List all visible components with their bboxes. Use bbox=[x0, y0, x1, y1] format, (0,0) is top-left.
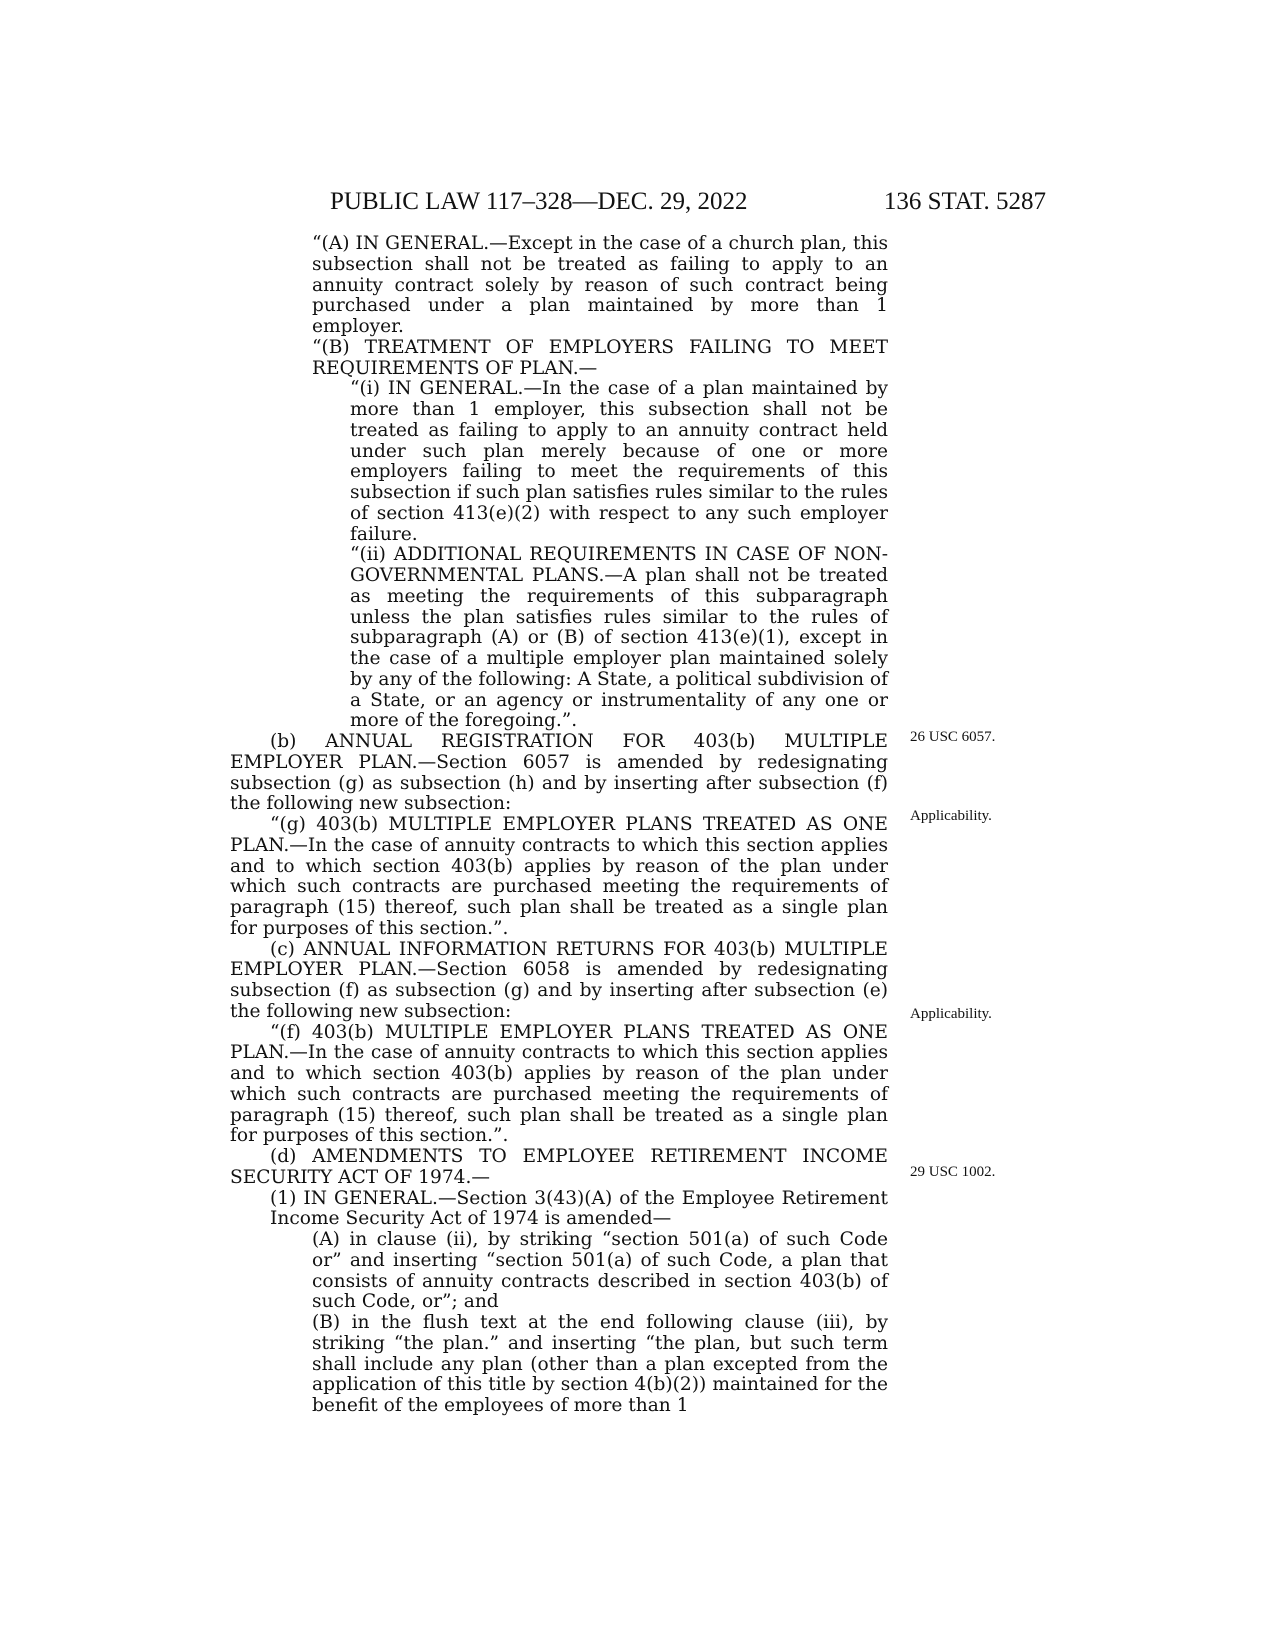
page-header bbox=[230, 182, 1046, 222]
paragraph-1-in-general: (1) IN GENERAL.—Section 3(43)(A) of the Employee Retirement Income Security Act of 1974 is amended— bbox=[270, 1187, 888, 1230]
clause-i-general: “(i) IN GENERAL.—In the case of a plan maintained by more than 1 employer, this subsection shall not be treated as failing to apply to an annuity contract held under such plan merely because of one or more employers failing to meet the requirements of this subsection if such plan satisfies rules similar to the rules of section 413(e)(2) with respect to any such employer failure. bbox=[350, 378, 888, 545]
subsection-f-multiple-employer: “(f) 403(b) MULTIPLE EMPLOYER PLANS TREATED AS ONE PLAN.—In the case of annuity contracts to which this section applies and to which section 403(b) applies by reason of the plan under which such contracts are purchased meeting the requirements of paragraph (15) thereof, such plan shall be treated as a single plan for purposes of this section.”. bbox=[230, 1021, 888, 1147]
margin-note-usc-6057: 26 USC 6057. bbox=[910, 729, 996, 745]
subsection-d-erisa-amendments: (d) AMENDMENTS TO EMPLOYEE RETIREMENT INCOME SECURITY ACT OF 1974.— bbox=[230, 1146, 888, 1188]
document-body bbox=[230, 234, 888, 1417]
clause-ii-nongovernmental: “(ii) ADDITIONAL REQUIREMENTS IN CASE OF NON-GOVERNMENTAL PLANS.—A plan shall not be treated as meeting the requirements of this subparagraph unless the plan satisfies rules similar to the rules of subparagraph (A) or (B) of section 413(e)(1), except in the case of a multiple employer plan maintained solely by any of the following: A State, a political subdivision of a State, or an agency or instrumentality of any one or more of the foregoing.”. bbox=[350, 544, 888, 732]
paragraph-1-subparagraph-b: (B) in the flush text at the end following clause (iii), by striking “the plan.” and inserting “the plan, but such term shall include any plan (other than a plan excepted from the application of this title by section 4(b)(2)) maintained for the benefit of the employees of more than 1 bbox=[312, 1312, 888, 1416]
subsection-b-annual-registration: (b) ANNUAL REGISTRATION FOR 403(b) MULTIPLE EMPLOYER PLAN.—Section 6057 is amended by redesignating subsection (g) as subsection (h) and by inserting after subsection (f) the following new subsection: bbox=[230, 731, 888, 815]
statute-page-number: 136 STAT. 5287 bbox=[883, 188, 1046, 215]
margin-note-applicability: Applicability. bbox=[910, 1006, 992, 1022]
subsection-c-annual-information: (c) ANNUAL INFORMATION RETURNS FOR 403(b) MULTIPLE EMPLOYER PLAN.—Section 6058 is amended by redesignating subsection (f) as subsection (g) and by inserting after subsection (e) the following new subsection: bbox=[230, 938, 888, 1022]
public-law-citation: PUBLIC LAW 117–328—DEC. 29, 2022 bbox=[330, 188, 748, 215]
subparagraph-b-heading: “(B) TREATMENT OF EMPLOYERS FAILING TO MEET REQUIREMENTS OF PLAN.— bbox=[312, 336, 888, 379]
margin-note-applicability: Applicability. bbox=[910, 808, 992, 824]
subsection-g-multiple-employer: “(g) 403(b) MULTIPLE EMPLOYER PLANS TREATED AS ONE PLAN.—In the case of annuity contracts to which this section applies and to which section 403(b) applies by reason of the plan under which such contracts are purchased meeting the requirements of paragraph (15) thereof, such plan shall be treated as a single plan for purposes of this section.”. bbox=[230, 814, 888, 939]
margin-note-usc-1002: 29 USC 1002. bbox=[910, 1164, 996, 1180]
paragraph-1-subparagraph-a: (A) in clause (ii), by striking “section 501(a) of such Code or” and inserting “section 501(a) of such Code, a plan that consists of annuity contracts described in section 403(b) of such Code, or”; and bbox=[312, 1229, 888, 1313]
subparagraph-a-general: “(A) IN GENERAL.—Except in the case of a church plan, this subsection shall not be treated as failing to apply to an annuity contract solely by reason of such contract being purchased under a plan maintained by more than 1 employer. bbox=[312, 233, 888, 337]
